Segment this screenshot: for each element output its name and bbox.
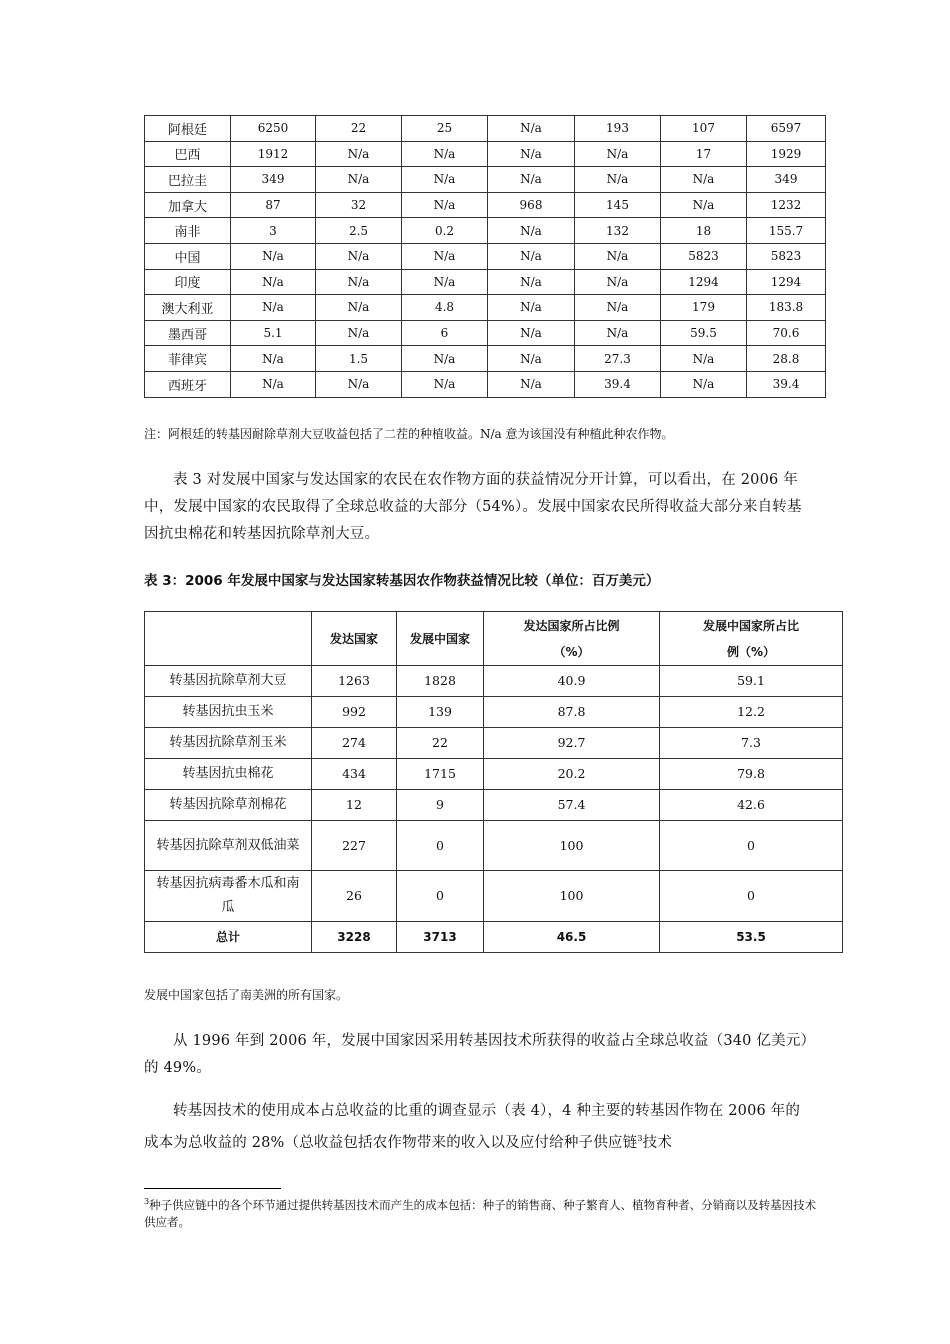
- value-cell: N/a: [661, 192, 747, 218]
- table1-row: [145, 371, 826, 397]
- value-cell: 1232: [747, 192, 826, 218]
- value-cell: N/a: [402, 269, 488, 295]
- value-cell: N/a: [402, 346, 488, 372]
- value-cell: 1294: [661, 269, 747, 295]
- total-developing-share: 53.5: [660, 922, 843, 953]
- value-cell: N/a: [488, 167, 575, 193]
- value-cell: 349: [231, 167, 316, 193]
- value-cell: 5823: [661, 243, 747, 269]
- header-developing-share: 发展中国家所占比例（%）: [660, 612, 843, 666]
- value-cell: 0.2: [402, 218, 488, 244]
- value-cell: 3: [231, 218, 316, 244]
- value-cell: 5.1: [231, 320, 316, 346]
- footnote-number: 3: [144, 1197, 150, 1206]
- paragraph-3-text: 转基因技术的使用成本占总收益的比重的调查显示（表 4），4 种主要的转基因作物在 2006 年的成本为总收益的 28%（总收益包括农作物带来的收入以及应付给种子供应链: [144, 1103, 801, 1151]
- crop-cell: 转基因抗除草剂玉米: [145, 728, 312, 759]
- value-cell: 349: [747, 167, 826, 193]
- value-cell: N/a: [488, 218, 575, 244]
- value-cell: 39.4: [747, 371, 826, 397]
- value-cell: 25: [402, 116, 488, 142]
- value-cell: N/a: [402, 192, 488, 218]
- developing-vs-developed-table: [144, 611, 843, 953]
- value-cell: N/a: [488, 320, 575, 346]
- value-cell: 20.2: [484, 759, 660, 790]
- table3-row: [145, 821, 843, 871]
- table3-row: [145, 728, 843, 759]
- header-developed-share: 发达国家所占比例（%）: [484, 612, 660, 666]
- value-cell: 7.3: [660, 728, 843, 759]
- value-cell: N/a: [316, 295, 402, 321]
- country-cell: 菲律宾: [145, 346, 231, 372]
- value-cell: N/a: [575, 141, 661, 167]
- value-cell: 183.8: [747, 295, 826, 321]
- value-cell: N/a: [316, 141, 402, 167]
- table1-row: [145, 167, 826, 193]
- value-cell: 79.8: [660, 759, 843, 790]
- table3-row: [145, 759, 843, 790]
- crop-benefit-table-by-country: [144, 115, 826, 398]
- value-cell: 22: [397, 728, 484, 759]
- footnote-text: 种子供应链中的各个环节通过提供转基因技术而产生的成本包括：种子的销售商、种子繁育人、植物育种者、分销商以及转基因技术供应者。: [144, 1197, 817, 1229]
- header-developed: 发达国家: [312, 612, 397, 666]
- value-cell: 6250: [231, 116, 316, 142]
- value-cell: 6: [402, 320, 488, 346]
- table3-row: [145, 871, 843, 922]
- value-cell: 87: [231, 192, 316, 218]
- value-cell: 39.4: [575, 371, 661, 397]
- value-cell: 1.5: [316, 346, 402, 372]
- value-cell: N/a: [316, 167, 402, 193]
- value-cell: 87.8: [484, 697, 660, 728]
- country-cell: 墨西哥: [145, 320, 231, 346]
- total-label: 总计: [145, 922, 312, 953]
- value-cell: N/a: [575, 269, 661, 295]
- value-cell: N/a: [488, 295, 575, 321]
- value-cell: N/a: [231, 243, 316, 269]
- value-cell: 0: [397, 871, 484, 922]
- value-cell: 145: [575, 192, 661, 218]
- country-cell: 南非: [145, 218, 231, 244]
- value-cell: 1294: [747, 269, 826, 295]
- value-cell: N/a: [231, 269, 316, 295]
- value-cell: N/a: [575, 167, 661, 193]
- table3-caption: 表 3：2006 年发展中国家与发达国家转基因农作物获益情况比较（单位：百万美元）: [144, 573, 660, 589]
- crop-cell: 转基因抗病毒番木瓜和南瓜: [145, 871, 312, 922]
- country-cell: 澳大利亚: [145, 295, 231, 321]
- value-cell: 22: [316, 116, 402, 142]
- crop-cell: 转基因抗除草剂棉花: [145, 790, 312, 821]
- value-cell: 968: [488, 192, 575, 218]
- value-cell: 155.7: [747, 218, 826, 244]
- table1-body: [145, 116, 826, 398]
- value-cell: N/a: [488, 346, 575, 372]
- value-cell: 18: [661, 218, 747, 244]
- value-cell: 5823: [747, 243, 826, 269]
- value-cell: 0: [660, 821, 843, 871]
- table1-row: [145, 269, 826, 295]
- value-cell: N/a: [488, 371, 575, 397]
- value-cell: N/a: [316, 320, 402, 346]
- header-developing: 发展中国家: [397, 612, 484, 666]
- total-developed-share: 46.5: [484, 922, 660, 953]
- table3-total-row: [145, 922, 843, 953]
- country-cell: 阿根廷: [145, 116, 231, 142]
- table1-note: 注：阿根廷的转基因耐除草剂大豆收益包括了二茬的种植收益。N/a 意为该国没有种植此种农作物。: [144, 427, 674, 441]
- value-cell: N/a: [231, 346, 316, 372]
- country-cell: 印度: [145, 269, 231, 295]
- value-cell: 1263: [312, 666, 397, 697]
- table1-row: [145, 141, 826, 167]
- value-cell: 107: [661, 116, 747, 142]
- crop-cell: 转基因抗虫棉花: [145, 759, 312, 790]
- value-cell: 26: [312, 871, 397, 922]
- value-cell: N/a: [231, 371, 316, 397]
- value-cell: 1828: [397, 666, 484, 697]
- value-cell: N/a: [575, 243, 661, 269]
- value-cell: 12.2: [660, 697, 843, 728]
- value-cell: 100: [484, 871, 660, 922]
- value-cell: 40.9: [484, 666, 660, 697]
- value-cell: N/a: [575, 295, 661, 321]
- paragraph-3-tail: 技术: [642, 1134, 673, 1151]
- table1-row: [145, 320, 826, 346]
- country-cell: 巴拉圭: [145, 167, 231, 193]
- value-cell: N/a: [316, 269, 402, 295]
- table1-row: [145, 192, 826, 218]
- table1-row: [145, 116, 826, 142]
- value-cell: N/a: [661, 167, 747, 193]
- value-cell: 70.6: [747, 320, 826, 346]
- value-cell: 42.6: [660, 790, 843, 821]
- value-cell: 193: [575, 116, 661, 142]
- total-developing: 3713: [397, 922, 484, 953]
- value-cell: N/a: [231, 295, 316, 321]
- crop-cell: 转基因抗除草剂双低油菜: [145, 821, 312, 871]
- value-cell: N/a: [402, 167, 488, 193]
- value-cell: 59.5: [661, 320, 747, 346]
- value-cell: 227: [312, 821, 397, 871]
- table1-row: [145, 243, 826, 269]
- table3-row: [145, 697, 843, 728]
- value-cell: N/a: [402, 141, 488, 167]
- value-cell: N/a: [402, 243, 488, 269]
- paragraph-3: [144, 1098, 809, 1157]
- crop-cell: 转基因抗虫玉米: [145, 697, 312, 728]
- value-cell: N/a: [488, 116, 575, 142]
- value-cell: N/a: [488, 243, 575, 269]
- value-cell: N/a: [316, 243, 402, 269]
- value-cell: N/a: [488, 141, 575, 167]
- value-cell: 132: [575, 218, 661, 244]
- value-cell: 6597: [747, 116, 826, 142]
- table3-header: [145, 612, 843, 666]
- value-cell: N/a: [488, 269, 575, 295]
- value-cell: N/a: [316, 371, 402, 397]
- table3-body: [145, 666, 843, 922]
- value-cell: 992: [312, 697, 397, 728]
- header-blank: [145, 612, 312, 666]
- table3-note: 发展中国家包括了南美洲的所有国家。: [144, 988, 349, 1002]
- value-cell: 100: [484, 821, 660, 871]
- value-cell: 59.1: [660, 666, 843, 697]
- country-cell: 加拿大: [145, 192, 231, 218]
- value-cell: 179: [661, 295, 747, 321]
- value-cell: 0: [397, 821, 484, 871]
- value-cell: 57.4: [484, 790, 660, 821]
- value-cell: N/a: [402, 371, 488, 397]
- value-cell: 12: [312, 790, 397, 821]
- value-cell: 4.8: [402, 295, 488, 321]
- country-cell: 巴西: [145, 141, 231, 167]
- table1-row: [145, 346, 826, 372]
- table3-header-row: [145, 612, 843, 666]
- value-cell: 1912: [231, 141, 316, 167]
- value-cell: 2.5: [316, 218, 402, 244]
- table1-row: [145, 295, 826, 321]
- value-cell: N/a: [661, 371, 747, 397]
- value-cell: 434: [312, 759, 397, 790]
- value-cell: 0: [660, 871, 843, 922]
- footnote-separator: [144, 1188, 281, 1189]
- value-cell: 17: [661, 141, 747, 167]
- value-cell: 32: [316, 192, 402, 218]
- country-cell: 西班牙: [145, 371, 231, 397]
- value-cell: 92.7: [484, 728, 660, 759]
- table1-row: [145, 218, 826, 244]
- table3-row: [145, 790, 843, 821]
- footnote-ref: 3: [637, 1134, 643, 1143]
- value-cell: 9: [397, 790, 484, 821]
- total-developed: 3228: [312, 922, 397, 953]
- country-cell: 中国: [145, 243, 231, 269]
- crop-cell: 转基因抗除草剂大豆: [145, 666, 312, 697]
- value-cell: 27.3: [575, 346, 661, 372]
- value-cell: 139: [397, 697, 484, 728]
- footnote: [144, 1193, 820, 1231]
- value-cell: 1715: [397, 759, 484, 790]
- paragraph-1: 表 3 对发展中国家与发达国家的农民在农作物方面的获益情况分开计算，可以看出，在 2006 年中，发展中国家的农民取得了全球总收益的大部分（54%）。发展中国家农民所得收益大部分来自转基因抗虫棉花和转基因抗除草剂大豆。: [144, 472, 802, 542]
- value-cell: N/a: [575, 320, 661, 346]
- paragraph-2: 从 1996 年到 2006 年，发展中国家因采用转基因技术所获得的收益占全球总收益（340 亿美元）的 49%。: [144, 1033, 808, 1076]
- value-cell: 1929: [747, 141, 826, 167]
- value-cell: N/a: [661, 346, 747, 372]
- table3-row: [145, 666, 843, 697]
- value-cell: 28.8: [747, 346, 826, 372]
- value-cell: 274: [312, 728, 397, 759]
